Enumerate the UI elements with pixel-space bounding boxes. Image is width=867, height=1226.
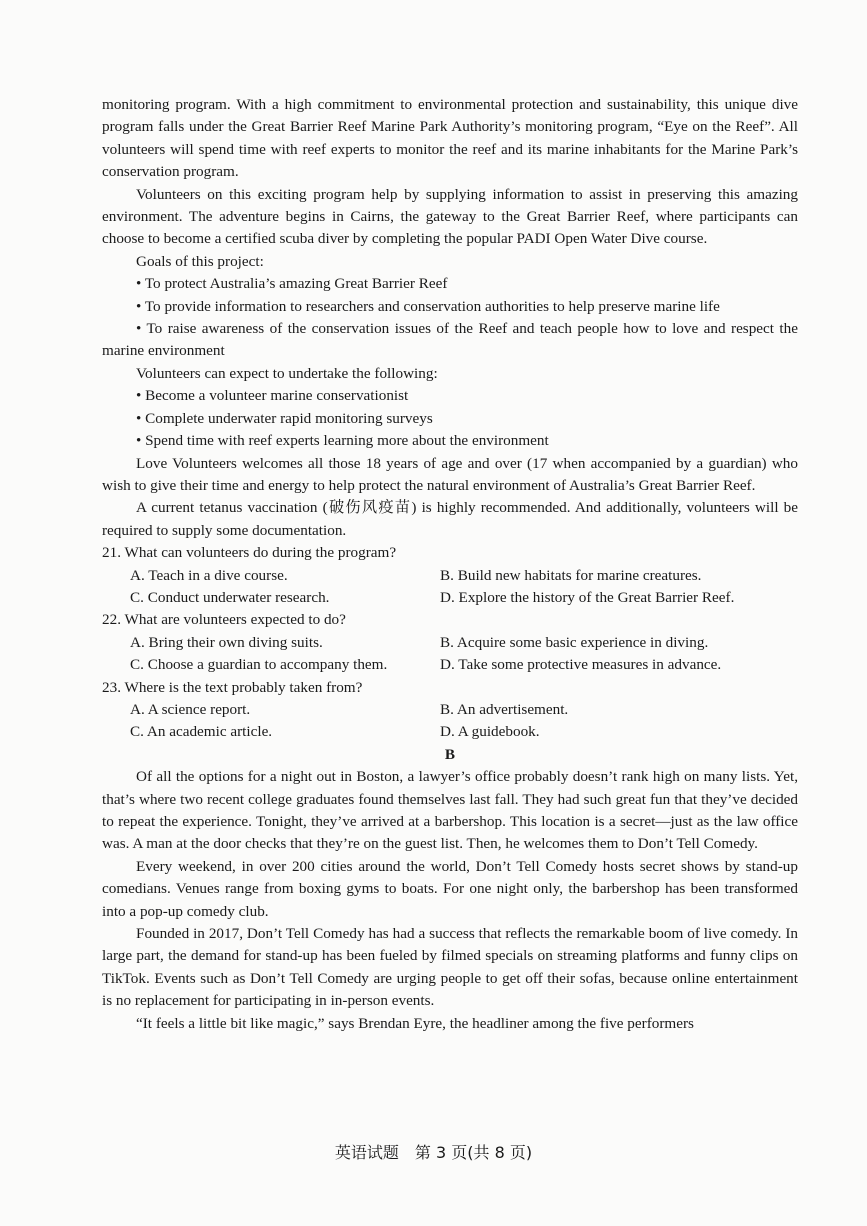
passage-a-paragraph-2: Volunteers on this exciting program help by supplying information to assist in preserving this amazing environment. The adventure begins in Cairns, the gateway to the Great Barrier Reef, where participants can choose to become a certified scuba diver by completing the popular PADI Open Water Dive course.	[102, 185, 798, 248]
question-22	[102, 609, 798, 676]
option-d: D. A guidebook.	[440, 723, 540, 741]
goal-item: • To protect Australia’s amazing Great Barrier Reef	[136, 275, 448, 293]
goal-item: • To raise awareness of the conservation issues of the Reef and teach people how to love and respect the marine environment	[102, 320, 798, 360]
question-options	[102, 632, 798, 677]
option-c: C. Conduct underwater research.	[130, 588, 330, 606]
page-content	[102, 94, 798, 1035]
question-options	[102, 565, 798, 610]
expect-heading: Volunteers can expect to undertake the following:	[136, 364, 438, 382]
option-a: A. Bring their own diving suits.	[130, 633, 323, 651]
option-c: C. Choose a guardian to accompany them.	[130, 656, 388, 674]
option-a: A. A science report.	[130, 700, 251, 718]
option-a: A. Teach in a dive course.	[130, 566, 288, 584]
question-stem: 23. Where is the text probably taken from?	[102, 678, 363, 696]
question-stem: 22. What are volunteers expected to do?	[102, 611, 346, 629]
question-stem: 21. What can volunteers do during the program?	[102, 544, 397, 562]
passage-a-paragraph-1: monitoring program. With a high commitment to environmental protection and sustainability, this unique dive program falls under the Great Barrier Reef Marine Park Authority’s monitoring program, “Eye on the Reef”. All volunteers will spend time with reef experts to monitor the reef and its marine inhabitants for the Marine Park’s conservation program.	[102, 96, 798, 181]
passage-b-paragraph-1: Of all the options for a night out in Boston, a lawyer’s office probably doesn’t rank high on many lists. Yet, that’s where two recent college graduates found themselves last fall. They had such great fun that they’ve decided to repeat the experience. Tonight, they’ve arrived at a barbershop. This location is a secret—just as the law office was. A man at the door checks that they’re on the guest list. Then, he welcomes them to Don’t Tell Comedy.	[102, 768, 798, 853]
question-options	[102, 699, 798, 744]
page-footer: 英语试题 第 3 页(共 8 页)	[334, 1143, 533, 1162]
goals-heading: Goals of this project:	[136, 252, 264, 270]
passage-b-paragraph-4: “It feels a little bit like magic,” says Brendan Eyre, the headliner among the five performers	[136, 1014, 694, 1032]
passage-b-paragraph-2: Every weekend, in over 200 cities around the world, Don’t Tell Comedy hosts secret shows by stand-up comedians. Venues range from boxing gyms to boats. For one night only, the barbershop has been transformed into a pop-up comedy club.	[102, 857, 798, 920]
option-c: C. An academic article.	[130, 723, 273, 741]
passage-a-paragraph-4: A current tetanus vaccination (破伤风疫苗) is highly recommended. And additionally, volunteers will be required to supply some documentation.	[102, 499, 798, 539]
section-b-heading: B	[444, 745, 456, 763]
goal-item: • To provide information to researchers and conservation authorities to help preserve marine life	[136, 297, 720, 315]
option-b: B. An advertisement.	[440, 700, 569, 718]
expect-item: • Complete underwater rapid monitoring surveys	[136, 409, 433, 427]
question-21	[102, 542, 798, 609]
question-23	[102, 677, 798, 744]
option-b: B. Build new habitats for marine creatures.	[440, 566, 702, 584]
expect-item: • Spend time with reef experts learning more about the environment	[136, 432, 549, 450]
passage-b-paragraph-3: Founded in 2017, Don’t Tell Comedy has had a success that reflects the remarkable boom of live comedy. In large part, the demand for stand-up has been fueled by filmed specials on streaming platforms and funny clips on TikTok. Events such as Don’t Tell Comedy are urging people to get off their sofas, because online entertainment is no replacement for participating in in-person events.	[102, 925, 798, 1010]
option-b: B. Acquire some basic experience in diving.	[440, 633, 709, 651]
option-d: D. Take some protective measures in advance.	[440, 656, 722, 674]
expect-item: • Become a volunteer marine conservationist	[136, 387, 409, 405]
option-d: D. Explore the history of the Great Barrier Reef.	[440, 588, 735, 606]
passage-a-paragraph-3: Love Volunteers welcomes all those 18 years of age and over (17 when accompanied by a guardian) who wish to give their time and energy to help protect the natural environment of Australia’s Great Barrier Reef.	[102, 454, 798, 494]
